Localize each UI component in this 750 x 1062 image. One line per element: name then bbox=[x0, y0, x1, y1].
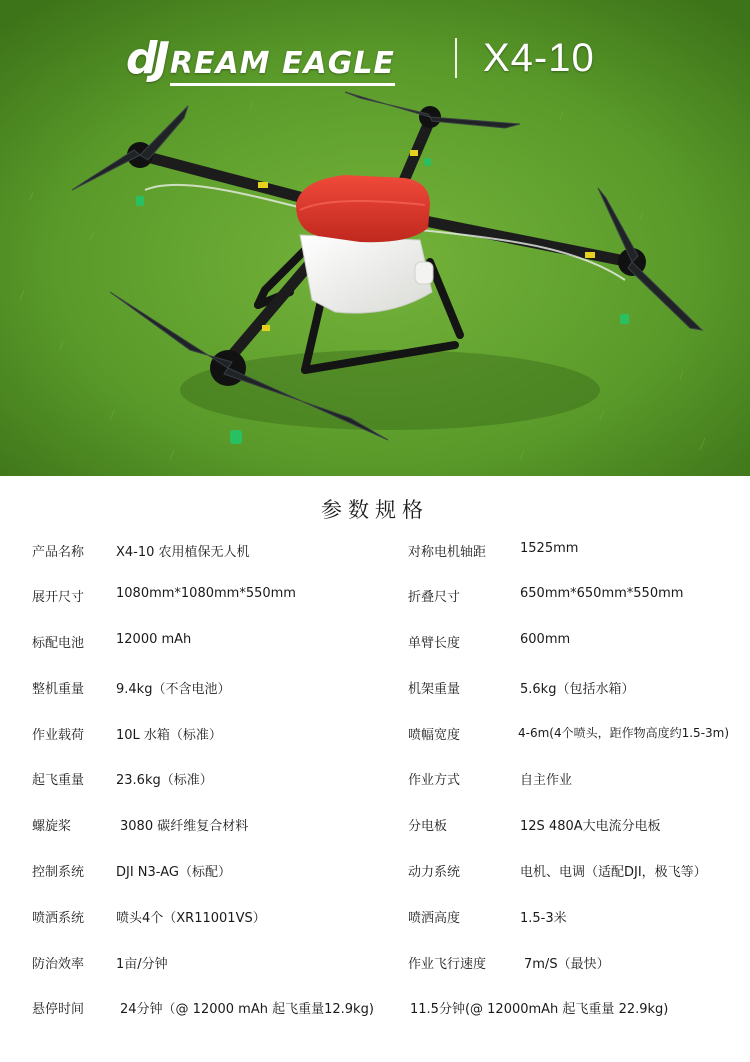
spec-row bbox=[0, 678, 750, 700]
spec-value: 23.6kg（标准） bbox=[116, 773, 213, 788]
spec-label: 喷幅宽度 bbox=[408, 728, 461, 743]
spec-row bbox=[0, 907, 750, 929]
spec-label: 展开尺寸 bbox=[32, 590, 85, 605]
spec-label: 控制系统 bbox=[32, 865, 85, 880]
spec-value: 12S 480A大电流分电板 bbox=[520, 819, 661, 834]
brand-divider bbox=[455, 38, 457, 78]
spec-label: 悬停时间 bbox=[32, 1002, 85, 1017]
spec-row bbox=[0, 541, 750, 563]
spec-label: 起飞重量 bbox=[32, 773, 85, 788]
spec-label: 动力系统 bbox=[408, 865, 461, 880]
spec-label: 整机重量 bbox=[32, 682, 85, 697]
spec-label: 折叠尺寸 bbox=[408, 590, 461, 605]
model-name: X4-10 bbox=[483, 36, 595, 80]
spec-value: 喷头4个（XR11001VS） bbox=[116, 911, 266, 926]
brand-logo-mark: dJ bbox=[126, 32, 166, 84]
brand-logo-name: REAM EAGLE bbox=[170, 46, 395, 86]
spec-value: 9.4kg（不含电池） bbox=[116, 682, 231, 697]
spec-row bbox=[0, 632, 750, 654]
spec-label: 喷洒高度 bbox=[408, 911, 461, 926]
spec-label: 产品名称 bbox=[32, 545, 85, 560]
spec-value: 7m/S（最快） bbox=[524, 957, 610, 972]
spec-label: 分电板 bbox=[408, 819, 448, 834]
spec-value: DJI N3-AG（标配） bbox=[116, 865, 231, 880]
spec-value: 10L 水箱（标准） bbox=[116, 728, 222, 743]
spec-row bbox=[0, 861, 750, 883]
spec-row bbox=[0, 769, 750, 791]
spec-value: X4-10 农用植保无人机 bbox=[116, 545, 250, 560]
spec-label: 作业方式 bbox=[408, 773, 461, 788]
spec-value: 600mm bbox=[520, 632, 571, 647]
spec-label: 喷洒系统 bbox=[32, 911, 85, 926]
spec-label: 对称电机轴距 bbox=[408, 545, 487, 560]
spec-value: 1亩/分钟 bbox=[116, 957, 168, 972]
spec-row bbox=[0, 724, 750, 746]
spec-value: 4-6m(4个喷头，距作物高度约1.5-3m) bbox=[518, 726, 730, 740]
spec-label: 单臂长度 bbox=[408, 636, 461, 651]
spec-row bbox=[0, 586, 750, 608]
spec-value: 5.6kg（包括水箱） bbox=[520, 682, 635, 697]
spec-value: 12000 mAh bbox=[116, 632, 192, 647]
spec-value: 自主作业 bbox=[520, 773, 573, 788]
spec-label: 作业飞行速度 bbox=[408, 957, 487, 972]
spec-label: 机架重量 bbox=[408, 682, 461, 697]
spec-row bbox=[0, 998, 750, 1020]
spec-label: 标配电池 bbox=[32, 636, 85, 651]
spec-title: 参数规格 bbox=[321, 498, 429, 522]
spec-value: 1525mm bbox=[520, 541, 579, 556]
spec-value: 1080mm*1080mm*550mm bbox=[116, 586, 296, 601]
spec-label: 防治效率 bbox=[32, 957, 85, 972]
spec-row bbox=[0, 815, 750, 837]
spec-label: 作业载荷 bbox=[32, 728, 85, 743]
spec-value: 11.5分钟(@ 12000mAh 起飞重量 22.9kg) bbox=[410, 1002, 669, 1017]
spec-label: 螺旋桨 bbox=[32, 819, 72, 834]
spec-value: 3080 碳纤维复合材料 bbox=[120, 819, 249, 834]
spec-value: 24分钟（@ 12000 mAh 起飞重量12.9kg) bbox=[120, 1002, 374, 1017]
spec-value: 电机、电调（适配DJI，极飞等） bbox=[520, 865, 707, 880]
spec-value: 1.5-3米 bbox=[520, 911, 567, 926]
brand-logo bbox=[126, 34, 395, 82]
spec-value: 650mm*650mm*550mm bbox=[520, 586, 684, 601]
hero-photo bbox=[0, 0, 750, 476]
spec-row bbox=[0, 953, 750, 975]
